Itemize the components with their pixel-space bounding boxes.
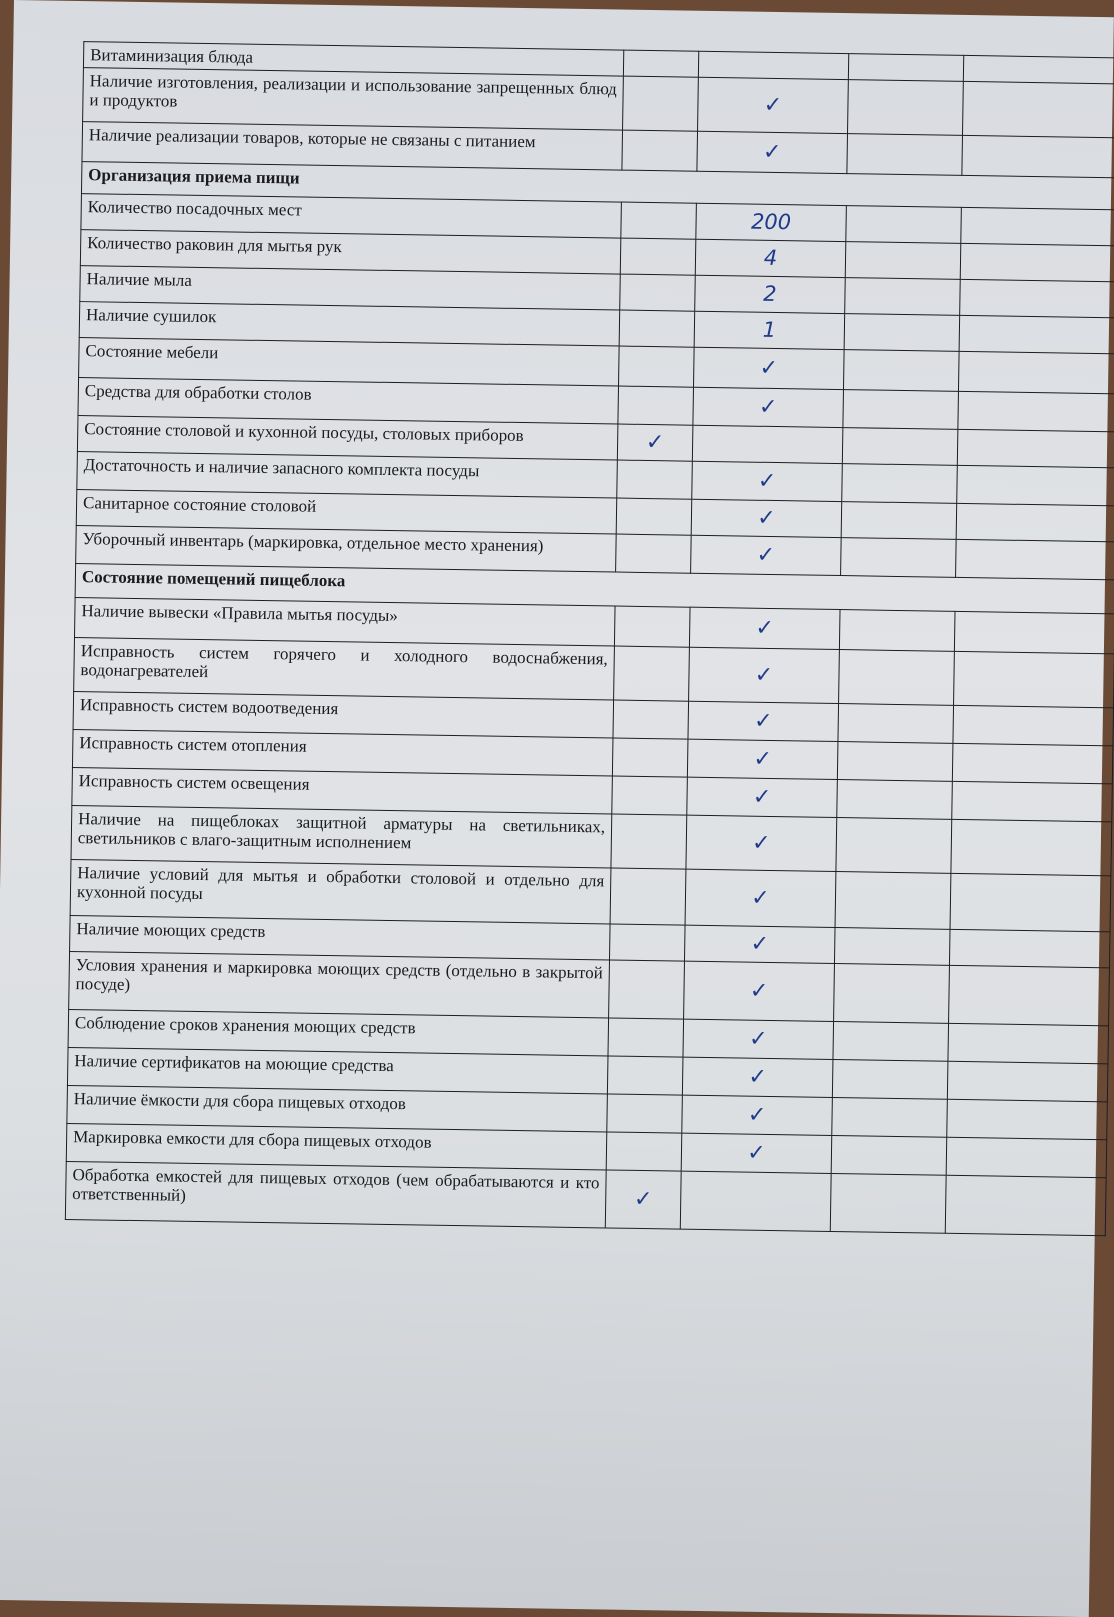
mark-cell — [837, 742, 953, 782]
row-label: Наличие ёмкости для сбора пищевых отходов — [67, 1085, 608, 1131]
row-label: Количество посадочных мест — [81, 194, 621, 238]
checkmark-icon: ✓ — [751, 830, 771, 856]
mark-cell — [623, 76, 699, 131]
mark-cell — [621, 202, 697, 239]
mark-cell — [831, 1135, 947, 1175]
section-title: Состояние помещений пищеблока — [75, 564, 1114, 614]
mark-cell — [963, 55, 1114, 84]
mark-cell — [954, 611, 1114, 654]
checkmark-icon: ✓ — [753, 708, 773, 734]
mark-cell — [835, 872, 951, 930]
mark-cell — [956, 503, 1114, 542]
mark-cell — [960, 279, 1114, 318]
mark-cell — [680, 1171, 831, 1231]
mark-cell — [961, 207, 1114, 246]
mark-cell — [609, 924, 685, 961]
mark-cell — [952, 781, 1113, 822]
mark-cell — [958, 351, 1114, 394]
mark-cell — [608, 1018, 684, 1057]
mark-cell — [845, 278, 961, 316]
mark-cell — [957, 465, 1114, 506]
checkmark-icon: ✓ — [758, 394, 778, 420]
mark-cell — [610, 868, 686, 925]
mark-cell — [611, 814, 687, 869]
mark-cell — [695, 275, 846, 313]
row-label: Витаминизация блюда — [83, 42, 623, 76]
mark-cell — [830, 1173, 946, 1233]
checkmark-icon: ✓ — [759, 355, 779, 381]
mark-cell — [617, 424, 693, 461]
mark-cell — [832, 1059, 948, 1099]
mark-cell — [951, 819, 1112, 876]
mark-cell — [622, 130, 698, 171]
checkmark-icon: ✓ — [762, 139, 782, 165]
mark-cell — [619, 310, 695, 347]
mark-cell — [613, 700, 689, 739]
mark-cell — [949, 965, 1110, 1026]
mark-cell — [834, 928, 950, 966]
mark-cell — [609, 960, 685, 1019]
mark-cell — [689, 647, 840, 703]
row-label: Наличие моющих средств — [70, 915, 610, 959]
mark-cell — [684, 925, 835, 963]
row-label: Исправность систем водоотведения — [73, 692, 614, 738]
row-label: Обработка емкостей для пищевых отходов (чем обрабатываются и кто ответственный) — [65, 1161, 606, 1227]
mark-cell — [697, 131, 848, 173]
mark-cell — [685, 869, 836, 927]
checkmark-icon: ✓ — [757, 505, 776, 531]
mark-cell — [958, 391, 1114, 432]
mark-cell — [687, 739, 838, 779]
handwritten-number: 2 — [763, 281, 777, 306]
row-label: Состояние столовой и кухонной посуды, столовых приборов — [77, 416, 617, 460]
mark-cell — [845, 242, 961, 280]
mark-cell — [842, 428, 958, 466]
mark-cell — [834, 964, 950, 1024]
checkmark-icon: ✓ — [633, 1186, 653, 1212]
mark-cell — [607, 1056, 683, 1095]
checkmark-icon: ✓ — [747, 1102, 767, 1128]
mark-cell — [841, 538, 957, 578]
mark-cell — [616, 534, 692, 573]
mark-cell — [614, 606, 690, 647]
mark-cell — [838, 704, 954, 744]
handwritten-number: 1 — [762, 317, 777, 342]
handwritten-number: 4 — [763, 245, 778, 270]
mark-cell — [837, 780, 953, 820]
handwritten-number: 200 — [750, 209, 792, 234]
row-label: Наличие реализации товаров, которые не связаны с питанием — [82, 122, 623, 170]
mark-cell — [696, 203, 847, 241]
mark-cell — [947, 1061, 1108, 1102]
mark-cell — [948, 1023, 1109, 1064]
mark-cell — [848, 54, 963, 82]
checkmark-icon: ✓ — [756, 542, 776, 568]
mark-cell — [692, 461, 843, 501]
row-label: Наличие мыла — [80, 266, 620, 310]
mark-cell — [953, 705, 1114, 746]
row-label: Исправность систем отопления — [72, 730, 613, 776]
row-label: Исправность систем освещения — [72, 768, 613, 814]
row-label: Достаточность и наличие запасного комплекта посуды — [77, 452, 618, 498]
mark-cell — [623, 50, 698, 77]
mark-cell — [698, 51, 848, 79]
mark-cell — [843, 390, 959, 430]
mark-cell — [618, 386, 694, 425]
mark-cell — [620, 274, 696, 311]
checkmark-icon: ✓ — [751, 885, 770, 911]
mark-cell — [682, 1057, 833, 1097]
mark-cell — [612, 738, 688, 777]
mark-cell — [954, 651, 1114, 708]
checkmark-icon: ✓ — [754, 662, 774, 688]
mark-cell — [962, 81, 1114, 138]
row-label: Исправность систем горячего и холодного водоснабжения, водонагревателей — [74, 638, 615, 700]
mark-cell — [947, 1099, 1108, 1140]
mark-cell — [688, 701, 839, 741]
mark-cell — [605, 1170, 681, 1229]
mark-cell — [847, 134, 963, 176]
row-label: Количество раковин для мытья рук — [80, 230, 620, 274]
row-label: Состояние мебели — [79, 338, 620, 386]
section-title: Организация приема пищи — [81, 162, 1114, 210]
mark-cell — [836, 818, 952, 874]
mark-cell — [956, 539, 1114, 580]
checkmark-icon: ✓ — [755, 615, 775, 641]
mark-cell — [843, 350, 959, 392]
checkmark-icon: ✓ — [753, 746, 773, 772]
row-label: Наличие изготовления, реализации и использование запрещенных блюд и продуктов — [83, 68, 624, 130]
mark-cell — [946, 1137, 1107, 1178]
row-label: Маркировка емкости для сбора пищевых отходов — [66, 1123, 607, 1169]
mark-cell — [620, 238, 696, 275]
mark-cell — [832, 1097, 948, 1137]
mark-cell — [614, 646, 690, 701]
row-label: Уборочный инвентарь (маркировка, отдельное место хранения) — [76, 526, 617, 572]
mark-cell — [607, 1094, 683, 1133]
mark-cell — [689, 607, 840, 649]
checkmark-icon: ✓ — [747, 1140, 766, 1166]
checkmark-icon: ✓ — [748, 1026, 768, 1052]
mark-cell — [617, 460, 693, 499]
mark-cell — [841, 502, 957, 540]
checkmark-icon: ✓ — [763, 92, 783, 118]
mark-cell — [687, 777, 838, 817]
checklist-table — [65, 41, 1114, 1236]
row-label: Наличие условий для мытья и обработки столовой и отдельно для кухонной посуды — [70, 860, 611, 924]
mark-cell — [949, 929, 1110, 968]
row-label: Наличие на пищеблоках защитной арматуры на светильниках, светильников с влаго-защитным исполнением — [71, 806, 612, 868]
mark-cell — [691, 535, 842, 575]
mark-cell — [848, 80, 964, 136]
mark-cell — [962, 135, 1114, 178]
mark-cell — [957, 429, 1114, 468]
mark-cell — [698, 77, 849, 133]
mark-cell — [950, 873, 1111, 932]
mark-cell — [692, 425, 843, 463]
checkmark-icon: ✓ — [757, 468, 777, 494]
mark-cell — [952, 743, 1113, 784]
mark-cell — [846, 206, 962, 244]
mark-cell — [945, 1175, 1106, 1236]
mark-cell — [616, 498, 692, 535]
row-label: Наличие вывески «Правила мытья посуды» — [74, 598, 615, 646]
checkmark-icon: ✓ — [749, 978, 769, 1004]
mark-cell — [686, 815, 837, 871]
mark-cell — [960, 243, 1114, 282]
mark-cell — [695, 239, 846, 277]
row-label: Наличие сушилок — [79, 302, 619, 346]
checkmark-icon: ✓ — [752, 784, 772, 810]
checkmark-icon: ✓ — [645, 429, 665, 455]
mark-cell — [683, 1019, 834, 1059]
mark-cell — [959, 315, 1114, 354]
mark-cell — [684, 961, 835, 1021]
mark-cell — [844, 314, 960, 352]
mark-cell — [606, 1132, 682, 1171]
mark-cell — [833, 1021, 949, 1061]
mark-cell — [839, 610, 955, 652]
checkmark-icon: ✓ — [748, 1064, 768, 1090]
checkmark-icon: ✓ — [750, 931, 770, 957]
mark-cell — [694, 347, 845, 389]
mark-cell — [842, 464, 958, 504]
mark-cell — [619, 346, 695, 387]
row-label: Средства для обработки столов — [78, 378, 619, 424]
row-label: Условия хранения и маркировка моющих средств (отдельно в закрытой посуде) — [69, 951, 610, 1017]
mark-cell — [681, 1133, 832, 1173]
mark-cell — [691, 499, 842, 537]
row-label: Наличие сертификатов на моющие средства — [67, 1047, 608, 1093]
mark-cell — [694, 311, 845, 349]
mark-cell — [693, 387, 844, 427]
mark-cell — [839, 650, 955, 706]
mark-cell — [612, 776, 688, 815]
row-label: Соблюдение сроков хранения моющих средств — [68, 1009, 609, 1055]
row-label: Санитарное состояние столовой — [76, 490, 616, 534]
mark-cell — [682, 1095, 833, 1135]
